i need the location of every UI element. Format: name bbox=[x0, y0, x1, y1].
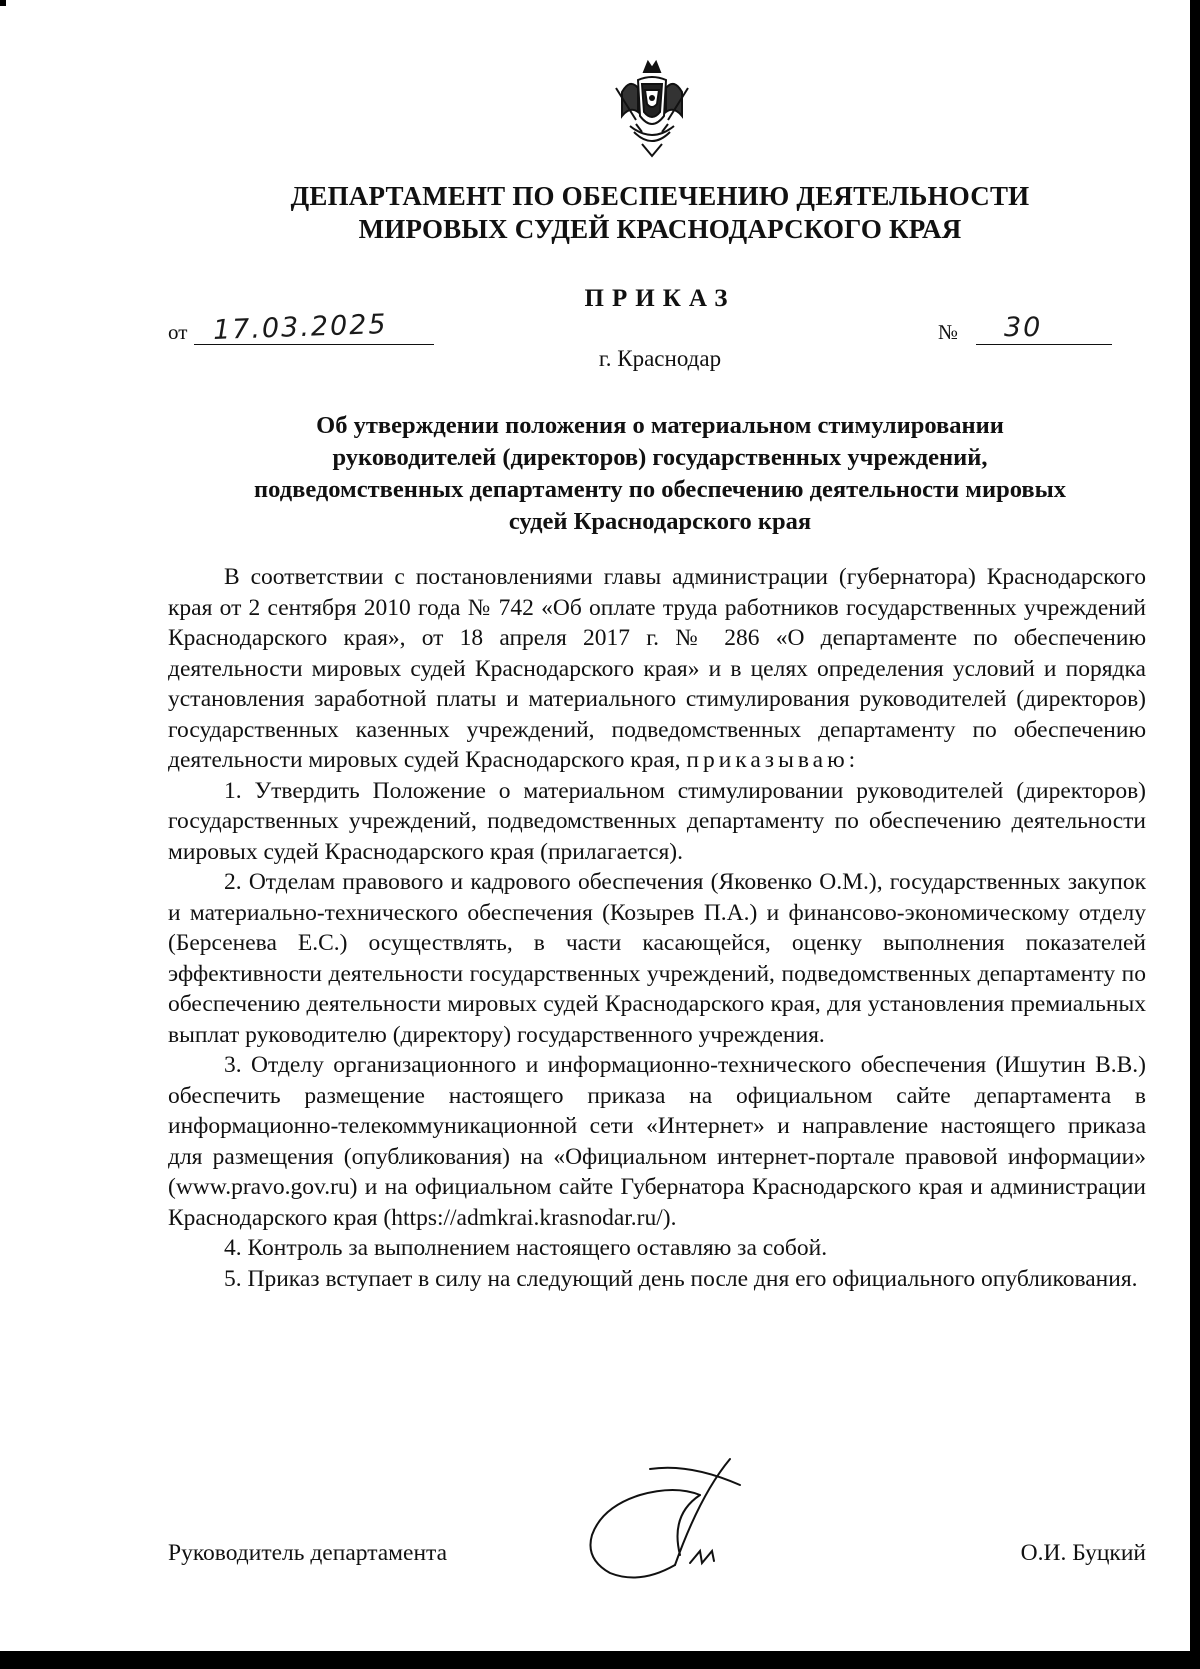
department-title bbox=[160, 180, 1160, 246]
preamble-text: В соответствии с постановлениями главы администрации (губернатора) Краснодарского края от 2 сентября 2010 года № 742 «Об оплате труда работников государственных учреждений Краснодарского края», от 18 апреля 2017 г. № 286 «О департаменте по обеспечению деятельности мировых судей Краснодарского края» и в целях определения условий и порядка установления заработной платы и материального стимулирования руководителей (директоров) государственных казенных учреждений, подведомственных департаменту по обеспечению деятельности мировых судей Краснодарского края, bbox=[168, 564, 1146, 773]
item-3: 3. Отделу организационного и информационно-технического обеспечения (Ишутин В.В.) обеспечить размещение настоящего приказа на официальном сайте департамента в информационно-телекоммуникационной сети «Интернет» и направление настоящего приказа для размещения (опубликования) на «Официальном интернет-портале правовой информации» (www.pravo.gov.ru) и на официальном сайте Губернатора Краснодарского края и администрации Краснодарского края (https://admkrai.krasnodar.ru/). bbox=[168, 1052, 1146, 1231]
document-subject bbox=[160, 410, 1160, 538]
signatory-position: Руководитель департамента bbox=[168, 1540, 448, 1566]
date-prefix: от bbox=[168, 320, 188, 344]
order-word: приказываю: bbox=[686, 747, 860, 773]
item-1: 1. Утвердить Положение о материальном стимулировании руководителей (директоров) государственных учреждений, подведомственных департаменту по обеспечению деятельности мировых судей Краснодарского края (прилагается). bbox=[168, 777, 1146, 865]
krasnodar-coat-of-arms-icon bbox=[612, 58, 692, 164]
city: г. Краснодар bbox=[598, 346, 722, 371]
number-prefix: № bbox=[938, 320, 959, 344]
subject-line1: Об утверждении положения о материальном стимулировании bbox=[316, 412, 1004, 439]
item-4: 4. Контроль за выполнением настоящего оставляю за собой. bbox=[224, 1235, 828, 1261]
item-5: 5. Приказ вступает в силу на следующий день после дня его официального опубликования. bbox=[224, 1265, 1138, 1292]
document-type: ПРИКАЗ bbox=[584, 285, 736, 312]
subject-line4: судей Краснодарского края bbox=[508, 508, 812, 535]
department-title-line1: ДЕПАРТАМЕНТ ПО ОБЕСПЕЧЕНИЮ ДЕЯТЕЛЬНОСТИ bbox=[290, 181, 1030, 211]
subject-line3: подведомственных департаменту по обеспечению деятельности мировых bbox=[254, 476, 1066, 503]
preamble-paragraph bbox=[168, 562, 1146, 776]
item-2: 2. Отделам правового и кадрового обеспечения (Яковенко О.М.), государственных закупок и материально-технического обеспечения (Козырев П.А.) и финансово-экономическому отделу (Берсенева Е.С.) осуществлять, в части касающейся, оценку выполнения показателей эффективности деятельности государственных учреждений, подведомственных департаменту по обеспечению деятельности мировых судей Краснодарского края, для установления премиальных выплат руководителю (директору) государственного учреждения. bbox=[168, 869, 1146, 1048]
subject-line2: руководителей (директоров) государственных учреждений, bbox=[332, 444, 988, 471]
document-body bbox=[168, 562, 1146, 1294]
scan-corner-mark bbox=[0, 0, 6, 6]
number-value: 30 bbox=[1004, 312, 1043, 343]
number-underline bbox=[976, 344, 1112, 345]
date-field bbox=[168, 308, 438, 347]
number-field bbox=[938, 312, 1118, 346]
signatory-name: О.И. Буцкий bbox=[1020, 1540, 1146, 1566]
date-value: 17.03.2025 bbox=[212, 308, 389, 347]
signature-block bbox=[168, 1536, 1146, 1576]
department-title-line2: МИРОВЫХ СУДЕЙ КРАСНОДАРСКОГО КРАЯ bbox=[358, 214, 962, 244]
